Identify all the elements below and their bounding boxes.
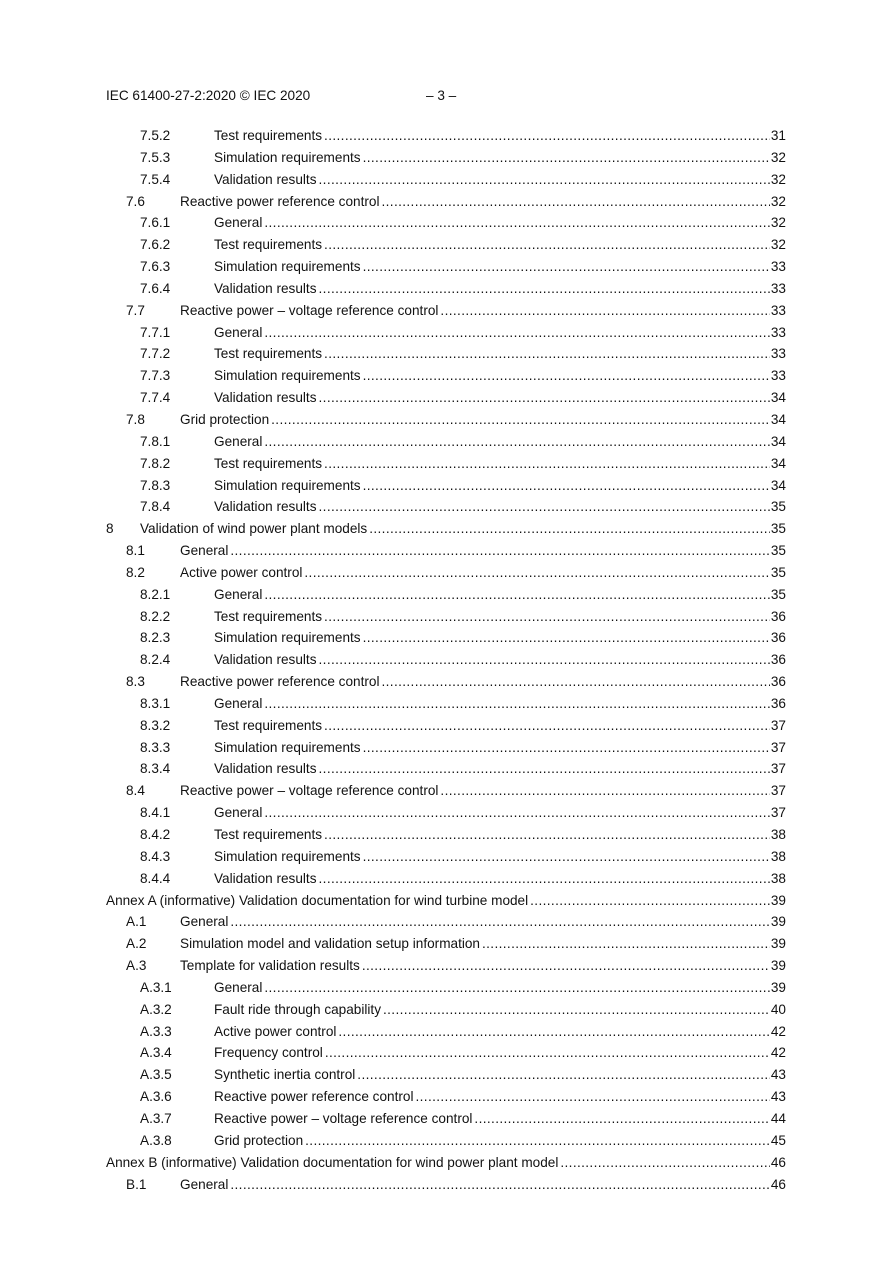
toc-entry-number: 8.2.2 xyxy=(140,608,171,624)
toc-entry[interactable] xyxy=(106,780,786,802)
toc-entry[interactable] xyxy=(106,191,786,213)
dot-leader xyxy=(319,169,770,191)
toc-entry-title: Simulation requirements xyxy=(214,846,363,868)
toc-entry-number: B.1 xyxy=(126,1176,147,1192)
dot-leader xyxy=(264,977,770,999)
toc-entry[interactable] xyxy=(106,758,786,780)
toc-entry-page: 32 xyxy=(770,147,786,169)
toc-entry-title: Active power control xyxy=(180,562,304,584)
toc-entry-page: 33 xyxy=(770,300,786,322)
dot-leader xyxy=(264,431,770,453)
dot-leader xyxy=(338,1021,769,1043)
toc-entry-title: Reactive power reference control xyxy=(180,191,381,213)
toc-entry-title: Grid protection xyxy=(180,409,271,431)
toc-entry[interactable] xyxy=(106,409,786,431)
toc-entry-title: Test requirements xyxy=(214,715,324,737)
dot-leader xyxy=(264,802,770,824)
toc-entry[interactable] xyxy=(106,1021,786,1043)
toc-entry-title: General xyxy=(180,911,230,933)
toc-entry-page: 37 xyxy=(770,780,786,802)
toc-entry[interactable] xyxy=(106,1086,786,1108)
dot-leader xyxy=(324,343,770,365)
toc-entry-title: Reactive power – voltage reference control xyxy=(180,300,440,322)
dot-leader xyxy=(319,649,770,671)
dot-leader xyxy=(530,890,770,912)
toc-entry-number: 8.2 xyxy=(126,564,145,580)
dot-leader xyxy=(324,234,770,256)
toc-entry-line xyxy=(214,169,786,191)
dot-leader xyxy=(369,518,770,540)
toc-entry-title: General xyxy=(214,322,264,344)
toc-entry[interactable] xyxy=(106,322,786,344)
toc-entry-number: 7.5.3 xyxy=(140,149,171,165)
toc-entry-page: 31 xyxy=(770,125,786,147)
dot-leader xyxy=(264,584,770,606)
toc-entry-title: Validation results xyxy=(214,387,319,409)
toc-entry-line xyxy=(214,693,786,715)
toc-entry-page: 39 xyxy=(770,977,786,999)
toc-entry-number: 7.7 xyxy=(126,302,145,318)
toc-entry-number: A.3.4 xyxy=(140,1045,172,1061)
toc-entry-number: 7.6 xyxy=(126,193,145,209)
dot-leader xyxy=(363,147,770,169)
toc-entry[interactable] xyxy=(106,475,786,497)
toc-entry[interactable] xyxy=(106,1174,786,1196)
toc-entry-title: Test requirements xyxy=(214,343,324,365)
dot-leader xyxy=(324,453,770,475)
table-of-contents xyxy=(106,125,786,1195)
toc-entry-page: 35 xyxy=(770,584,786,606)
dot-leader xyxy=(319,758,770,780)
toc-entry-title: General xyxy=(214,212,264,234)
toc-entry-number: A.3.6 xyxy=(140,1089,172,1105)
toc-entry-number: 8.2.4 xyxy=(140,652,171,668)
toc-entry[interactable] xyxy=(106,693,786,715)
toc-entry-title: Validation results xyxy=(214,496,319,518)
toc-entry-page: 39 xyxy=(770,890,786,912)
toc-entry-page: 44 xyxy=(770,1108,786,1130)
toc-entry-line xyxy=(214,365,786,387)
toc-entry-page: 34 xyxy=(770,453,786,475)
toc-entry-number: 8.3.1 xyxy=(140,695,171,711)
page-header xyxy=(106,86,786,106)
toc-entry-line xyxy=(214,278,786,300)
toc-entry[interactable] xyxy=(106,802,786,824)
toc-entry-page: 37 xyxy=(770,758,786,780)
toc-entry-number: 8.3.2 xyxy=(140,717,171,733)
dot-leader xyxy=(324,824,770,846)
dot-leader xyxy=(305,1130,770,1152)
dot-leader xyxy=(363,365,770,387)
toc-entry-number: 7.8.2 xyxy=(140,455,171,471)
toc-entry[interactable] xyxy=(106,1130,786,1152)
dot-leader xyxy=(440,300,769,322)
document-id: IEC 61400-27-2:2020 © IEC 2020 xyxy=(106,88,311,103)
toc-entry-page: 33 xyxy=(770,343,786,365)
toc-entry-title: Reactive power – voltage reference control xyxy=(180,780,440,802)
toc-entry-page: 39 xyxy=(770,911,786,933)
toc-entry[interactable] xyxy=(106,606,786,628)
toc-entry-page: 38 xyxy=(770,824,786,846)
toc-entry-title: General xyxy=(180,1174,230,1196)
toc-entry-page: 33 xyxy=(770,322,786,344)
toc-entry-page: 37 xyxy=(770,715,786,737)
toc-entry-number: 8 xyxy=(106,521,114,537)
toc-entry-title: Fault ride through capability xyxy=(214,999,383,1021)
toc-entry[interactable] xyxy=(106,627,786,649)
toc-entry-line xyxy=(214,125,786,147)
toc-entry-number: 8.4 xyxy=(126,783,145,799)
toc-entry-number: 8.4.3 xyxy=(140,848,171,864)
toc-entry-number: A.3 xyxy=(126,958,147,974)
toc-entry-page: 33 xyxy=(770,278,786,300)
toc-entry-number: 7.5.4 xyxy=(140,171,171,187)
toc-entry-title: Simulation requirements xyxy=(214,256,363,278)
toc-entry-number: 7.6.2 xyxy=(140,237,171,253)
toc-entry-number: 7.7.2 xyxy=(140,346,171,362)
toc-entry-line xyxy=(214,496,786,518)
toc-entry-page: 36 xyxy=(770,693,786,715)
toc-entry-line xyxy=(180,780,786,802)
toc-entry-number: A.3.3 xyxy=(140,1023,172,1039)
toc-entry-title: Validation results xyxy=(214,278,319,300)
toc-entry-line xyxy=(214,1130,786,1152)
toc-entry-line xyxy=(214,1086,786,1108)
toc-entry-title: Test requirements xyxy=(214,606,324,628)
toc-entry-page: 36 xyxy=(770,671,786,693)
toc-entry-line xyxy=(214,824,786,846)
toc-entry-line xyxy=(180,933,786,955)
toc-entry[interactable] xyxy=(106,518,786,540)
toc-entry-number: A.2 xyxy=(126,936,147,952)
toc-entry-page: 34 xyxy=(770,475,786,497)
dot-leader xyxy=(324,125,770,147)
toc-entry-title: Validation results xyxy=(214,649,319,671)
toc-entry-number: 8.2.1 xyxy=(140,586,171,602)
toc-entry-line xyxy=(214,1021,786,1043)
dot-leader xyxy=(363,256,770,278)
toc-entry-line xyxy=(214,1064,786,1086)
dot-leader xyxy=(264,322,770,344)
toc-entry-page: 45 xyxy=(770,1130,786,1152)
toc-entry-page: 35 xyxy=(770,540,786,562)
toc-entry-title: General xyxy=(214,802,264,824)
dot-leader xyxy=(230,540,770,562)
toc-entry-line xyxy=(180,191,786,213)
dot-leader xyxy=(264,693,770,715)
dot-leader xyxy=(381,191,769,213)
toc-entry-title: Test requirements xyxy=(214,125,324,147)
toc-entry[interactable] xyxy=(106,1108,786,1130)
toc-entry-line xyxy=(214,715,786,737)
dot-leader xyxy=(357,1064,770,1086)
toc-entry-line xyxy=(180,955,786,977)
toc-entry-title: Test requirements xyxy=(214,453,324,475)
toc-entry-page: 36 xyxy=(770,606,786,628)
toc-entry-page: 42 xyxy=(770,1042,786,1064)
toc-entry-line xyxy=(214,234,786,256)
dot-leader xyxy=(482,933,770,955)
toc-entry-line xyxy=(214,846,786,868)
toc-entry-line xyxy=(214,1042,786,1064)
toc-entry-number: 7.8 xyxy=(126,411,145,427)
toc-entry-line xyxy=(214,627,786,649)
toc-entry-line xyxy=(180,540,786,562)
toc-entry-line xyxy=(214,453,786,475)
toc-entry[interactable] xyxy=(106,234,786,256)
toc-entry-page: 34 xyxy=(770,431,786,453)
toc-entry-number: 8.4.1 xyxy=(140,805,171,821)
toc-entry-number: A.1 xyxy=(126,914,147,930)
toc-entry[interactable] xyxy=(106,387,786,409)
toc-entry-title: General xyxy=(180,540,230,562)
toc-entry-title: Test requirements xyxy=(214,824,324,846)
toc-entry-line xyxy=(214,584,786,606)
toc-entry-title: Annex A (informative) Validation documentation for wind turbine model xyxy=(106,890,530,912)
toc-entry-number: 8.3.3 xyxy=(140,739,171,755)
toc-entry[interactable] xyxy=(106,933,786,955)
toc-entry[interactable] xyxy=(106,1152,786,1174)
toc-entry-line xyxy=(214,977,786,999)
toc-entry-number: A.3.7 xyxy=(140,1110,172,1126)
toc-entry-number: A.3.8 xyxy=(140,1132,172,1148)
page-number: – 3 – xyxy=(426,88,457,103)
toc-entry[interactable] xyxy=(106,649,786,671)
dot-leader xyxy=(440,780,769,802)
toc-entry-page: 43 xyxy=(770,1064,786,1086)
toc-entry-title: Simulation requirements xyxy=(214,737,363,759)
toc-entry[interactable] xyxy=(106,1064,786,1086)
toc-entry-title: Reactive power – voltage reference control xyxy=(214,1108,474,1130)
toc-entry-title: General xyxy=(214,977,264,999)
toc-entry-line xyxy=(180,911,786,933)
toc-entry[interactable] xyxy=(106,1042,786,1064)
toc-entry[interactable] xyxy=(106,540,786,562)
toc-entry-page: 37 xyxy=(770,802,786,824)
toc-entry-title: Active power control xyxy=(214,1021,338,1043)
toc-entry[interactable] xyxy=(106,955,786,977)
toc-entry[interactable] xyxy=(106,584,786,606)
toc-entry-title: General xyxy=(214,431,264,453)
toc-entry[interactable] xyxy=(106,431,786,453)
toc-entry-line xyxy=(106,890,786,912)
toc-entry[interactable] xyxy=(106,824,786,846)
toc-entry-line xyxy=(180,300,786,322)
toc-entry-number: 8.4.4 xyxy=(140,870,171,886)
toc-entry[interactable] xyxy=(106,212,786,234)
toc-entry-line xyxy=(214,256,786,278)
toc-entry-page: 33 xyxy=(770,365,786,387)
toc-entry-page: 46 xyxy=(770,1174,786,1196)
toc-entry[interactable] xyxy=(106,715,786,737)
toc-entry-page: 38 xyxy=(770,868,786,890)
toc-entry-title: Validation results xyxy=(214,868,319,890)
toc-entry-number: 8.3.4 xyxy=(140,761,171,777)
toc-entry-page: 35 xyxy=(770,496,786,518)
dot-leader xyxy=(324,606,770,628)
toc-entry-page: 39 xyxy=(770,955,786,977)
toc-entry-number: 7.6.3 xyxy=(140,259,171,275)
dot-leader xyxy=(319,278,770,300)
dot-leader xyxy=(363,475,770,497)
toc-entry-page: 37 xyxy=(770,737,786,759)
toc-entry-page: 39 xyxy=(770,933,786,955)
toc-entry-page: 33 xyxy=(770,256,786,278)
toc-entry-line xyxy=(214,606,786,628)
toc-entry-page: 32 xyxy=(770,191,786,213)
dot-leader xyxy=(560,1152,770,1174)
toc-entry-title: Annex B (informative) Validation documentation for wind power plant model xyxy=(106,1152,560,1174)
dot-leader xyxy=(383,999,770,1021)
toc-entry-title: Synthetic inertia control xyxy=(214,1064,357,1086)
toc-entry-line xyxy=(214,1108,786,1130)
toc-entry-number: 7.6.1 xyxy=(140,215,171,231)
toc-entry-line xyxy=(180,671,786,693)
toc-entry[interactable] xyxy=(106,562,786,584)
dot-leader xyxy=(415,1086,769,1108)
toc-entry-number: 7.7.4 xyxy=(140,390,171,406)
toc-entry-line xyxy=(180,562,786,584)
toc-entry[interactable] xyxy=(106,169,786,191)
toc-entry-number: 7.7.3 xyxy=(140,368,171,384)
toc-entry-line xyxy=(214,737,786,759)
toc-entry-title: Grid protection xyxy=(214,1130,305,1152)
toc-entry[interactable] xyxy=(106,977,786,999)
toc-entry-line xyxy=(180,409,786,431)
toc-entry-title: General xyxy=(214,693,264,715)
dot-leader xyxy=(363,846,770,868)
toc-entry-number: 7.8.1 xyxy=(140,433,171,449)
toc-entry[interactable] xyxy=(106,256,786,278)
toc-entry[interactable] xyxy=(106,846,786,868)
toc-entry-title: Simulation requirements xyxy=(214,365,363,387)
toc-entry-number: 7.5.2 xyxy=(140,128,171,143)
toc-entry-title: Simulation model and validation setup information xyxy=(180,933,482,955)
toc-entry-title: Reactive power reference control xyxy=(214,1086,415,1108)
toc-entry-title: Template for validation results xyxy=(180,955,362,977)
toc-entry-page: 36 xyxy=(770,627,786,649)
dot-leader xyxy=(363,627,770,649)
toc-entry-line xyxy=(214,387,786,409)
toc-entry-number: 8.1 xyxy=(126,543,145,559)
toc-entry-title: Simulation requirements xyxy=(214,627,363,649)
toc-entry-page: 34 xyxy=(770,409,786,431)
toc-entry-title: Validation results xyxy=(214,758,319,780)
toc-entry[interactable] xyxy=(106,453,786,475)
toc-entry-number: 7.6.4 xyxy=(140,280,171,296)
toc-entry-page: 34 xyxy=(770,387,786,409)
toc-entry-title: Frequency control xyxy=(214,1042,325,1064)
toc-entry-line xyxy=(214,802,786,824)
toc-entry-page: 32 xyxy=(770,234,786,256)
toc-entry-page: 43 xyxy=(770,1086,786,1108)
toc-entry-number: 7.8.4 xyxy=(140,499,171,515)
toc-entry-page: 38 xyxy=(770,846,786,868)
toc-entry-line xyxy=(106,1152,786,1174)
dot-leader xyxy=(271,409,770,431)
toc-entry-line xyxy=(214,868,786,890)
toc-entry-number: 8.2.3 xyxy=(140,630,171,646)
toc-entry-number: 8.4.2 xyxy=(140,827,171,842)
toc-entry-title: Reactive power reference control xyxy=(180,671,381,693)
toc-entry-title: General xyxy=(214,584,264,606)
toc-entry-line xyxy=(140,518,786,540)
dot-leader xyxy=(319,387,770,409)
dot-leader xyxy=(319,868,770,890)
toc-entry-title: Simulation requirements xyxy=(214,475,363,497)
toc-entry[interactable] xyxy=(106,671,786,693)
toc-entry[interactable] xyxy=(106,278,786,300)
toc-entry-line xyxy=(214,431,786,453)
dot-leader xyxy=(325,1042,770,1064)
toc-entry-number: 8.3 xyxy=(126,674,145,690)
toc-entry-page: 32 xyxy=(770,169,786,191)
toc-entry[interactable] xyxy=(106,125,786,147)
toc-entry[interactable] xyxy=(106,868,786,890)
toc-entry-page: 36 xyxy=(770,649,786,671)
toc-entry-number: 7.7.1 xyxy=(140,324,171,340)
toc-entry-page: 42 xyxy=(770,1021,786,1043)
toc-entry-page: 40 xyxy=(770,999,786,1021)
toc-entry-title: Validation results xyxy=(214,169,319,191)
dot-leader xyxy=(474,1108,769,1130)
toc-entry-page: 46 xyxy=(770,1152,786,1174)
dot-leader xyxy=(319,496,770,518)
dot-leader xyxy=(324,715,770,737)
toc-entry-line xyxy=(214,999,786,1021)
dot-leader xyxy=(230,1174,770,1196)
toc-entry-number: 7.8.3 xyxy=(140,477,171,493)
toc-entry-title: Validation of wind power plant models xyxy=(140,518,369,540)
dot-leader xyxy=(381,671,769,693)
toc-entry-line xyxy=(180,1174,786,1196)
toc-entry-number: A.3.2 xyxy=(140,1001,172,1017)
toc-entry-number: A.3.5 xyxy=(140,1067,172,1083)
toc-entry-number: A.3.1 xyxy=(140,979,172,995)
toc-entry-line xyxy=(214,649,786,671)
toc-entry-line xyxy=(214,343,786,365)
dot-leader xyxy=(363,737,770,759)
toc-entry-page: 32 xyxy=(770,212,786,234)
toc-entry-page: 35 xyxy=(770,562,786,584)
toc-entry[interactable] xyxy=(106,890,786,912)
toc-entry[interactable] xyxy=(106,999,786,1021)
toc-entry[interactable] xyxy=(106,343,786,365)
toc-entry[interactable] xyxy=(106,737,786,759)
toc-entry[interactable] xyxy=(106,365,786,387)
toc-entry-line xyxy=(214,475,786,497)
toc-entry-line xyxy=(214,758,786,780)
toc-entry-line xyxy=(214,322,786,344)
toc-entry-title: Test requirements xyxy=(214,234,324,256)
toc-entry[interactable] xyxy=(106,147,786,169)
dot-leader xyxy=(304,562,769,584)
toc-entry-line xyxy=(214,212,786,234)
toc-entry-line xyxy=(214,147,786,169)
toc-entry[interactable] xyxy=(106,911,786,933)
dot-leader xyxy=(230,911,770,933)
toc-entry[interactable] xyxy=(106,300,786,322)
toc-entry-title: Simulation requirements xyxy=(214,147,363,169)
dot-leader xyxy=(264,212,770,234)
toc-entry[interactable] xyxy=(106,496,786,518)
dot-leader xyxy=(362,955,770,977)
toc-entry-page: 35 xyxy=(770,518,786,540)
